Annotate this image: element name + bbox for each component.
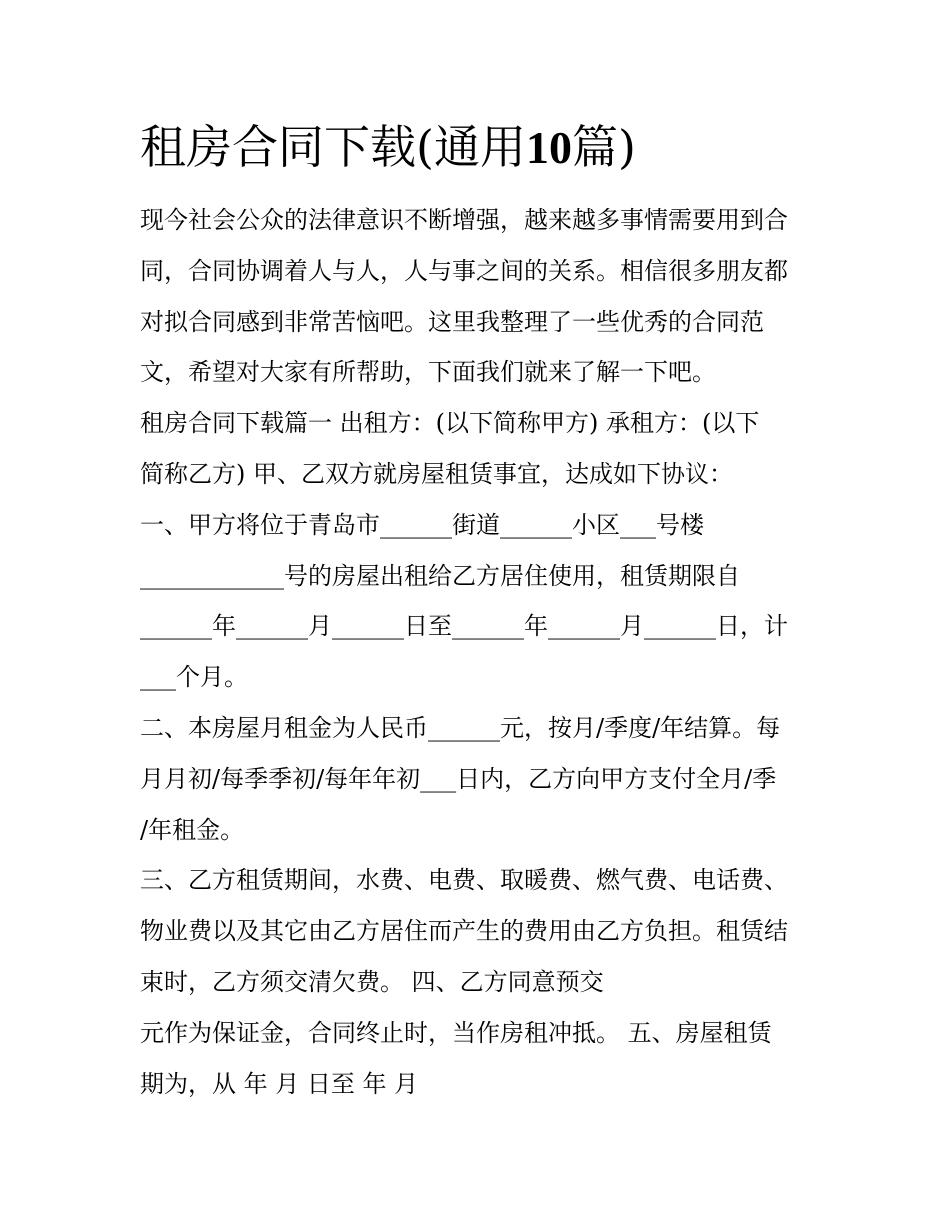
paragraph-line: 三、乙方租赁期间，水费、电费、取暖费、燃气费、电话费、 [140, 866, 788, 895]
paragraph-line: 二、本房屋月租金为人民币______元，按月/季度/年结算。每 [140, 713, 781, 742]
paragraph-line: 元作为保证金，合同终止时，当作房租冲抵。 五、房屋租赁 [140, 1018, 772, 1047]
paragraph-line: 期为，从 年 月 日至 年 月 [140, 1069, 419, 1098]
document-page [140, 112, 820, 1119]
paragraph-line: 现今社会公众的法律意识不断增强，越来越多事情需要用到合 [140, 206, 788, 234]
paragraph-line: 物业费以及其它由乙方居住而产生的费用由乙方负担。租赁结 [140, 917, 788, 946]
document-body [140, 205, 820, 1119]
paragraph-line: ____________号的房屋出租给乙方居住使用，租赁期限自 [140, 561, 740, 590]
document-title [140, 112, 820, 183]
paragraph-line: 束时，乙方须交清欠费。 四、乙方同意预交 [140, 967, 604, 996]
paragraph-line: ______年______月______日至______年______月______日，计 [140, 612, 788, 641]
title-number: 10 [525, 122, 572, 173]
title-prefix: 租房合同下载(通用 [140, 120, 526, 174]
paragraph-line: ___个月。 [140, 663, 248, 692]
title-suffix: 篇) [571, 120, 636, 174]
paragraph-line: 一、甲方将位于青岛市______街道______小区___号楼 [140, 510, 704, 539]
paragraph-line: 租房合同下载篇一 出租方：(以下简称甲方) 承租方：(以下 [140, 409, 760, 438]
paragraph-line: 文，希望对大家有所帮助，下面我们就来了解一下吧。 [140, 358, 716, 387]
paragraph-line: 同，合同协调着人与人，人与事之间的关系。相信很多朋友都 [140, 256, 788, 285]
paragraph-line: /年租金。 [140, 815, 245, 844]
paragraph-line: 对拟合同感到非常苦恼吧。这里我整理了一些优秀的合同范 [140, 307, 764, 336]
paragraph-line: 简称乙方) 甲、乙双方就房屋租赁事宜，达成如下协议： [140, 459, 733, 488]
paragraph-line: 月月初/每季季初/每年年初___日内，乙方向甲方支付全月/季 [140, 764, 777, 793]
